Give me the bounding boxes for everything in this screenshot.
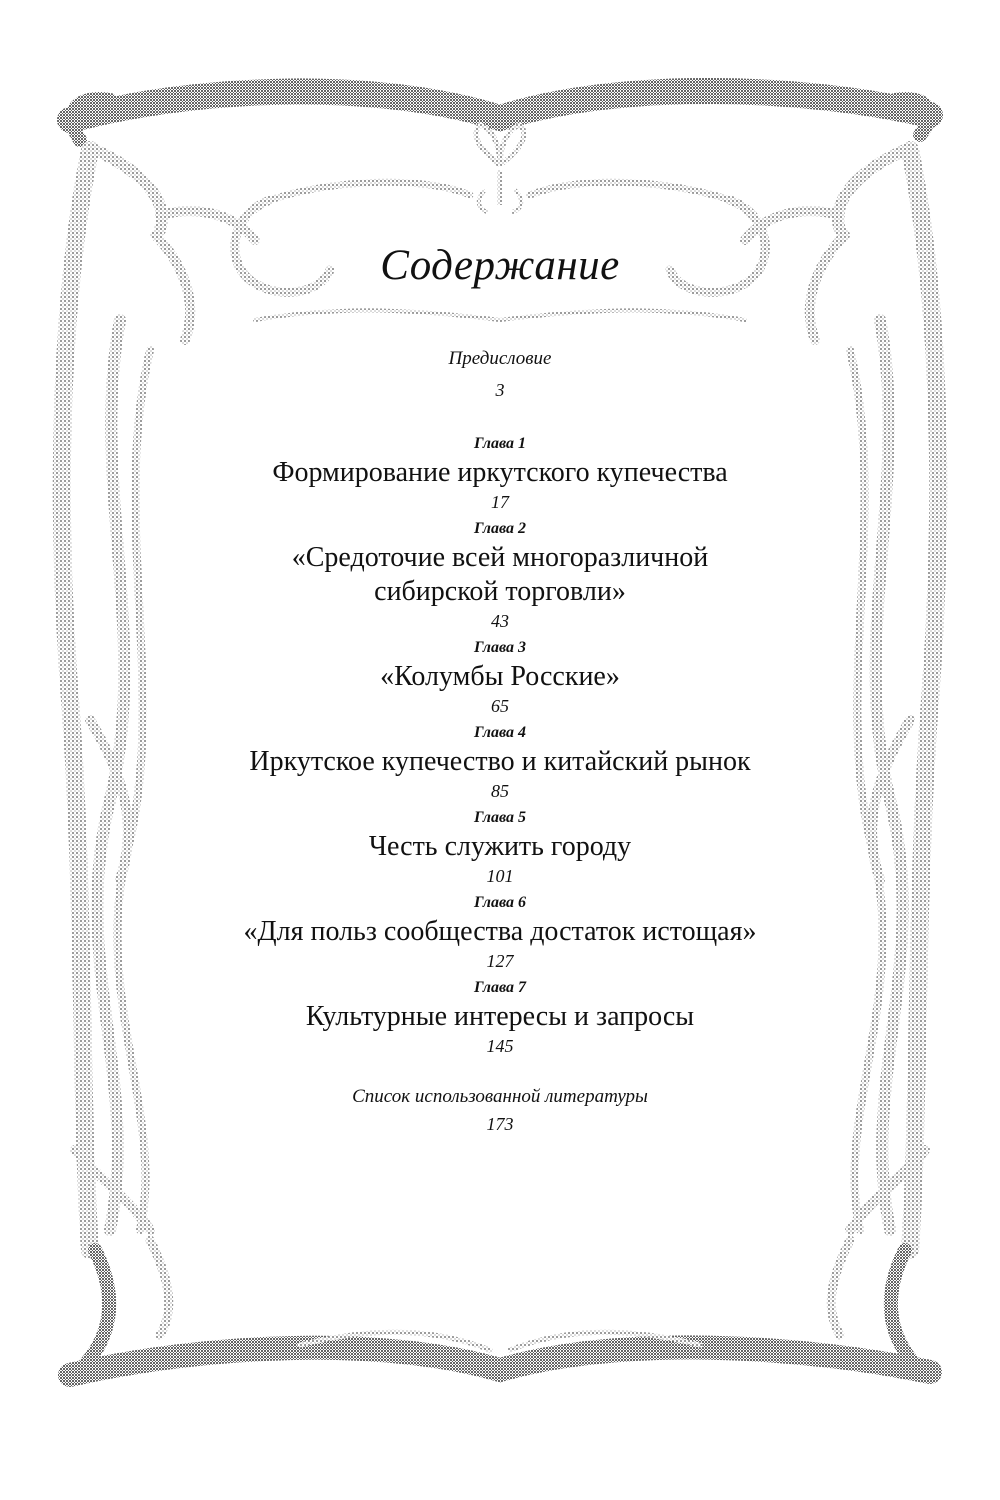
chapter-entry-4 [150,721,850,803]
chapter-label: Глава 7 [473,979,527,996]
chapter-label: Глава 6 [473,894,527,911]
chapter-label: Глава 5 [473,809,527,826]
chapter-title: Иркутское купечество и китайский рынок [249,746,751,777]
chapter-title: «Колумбы Росские» [380,661,620,692]
table-of-contents [150,230,850,1136]
chapter-label: Глава 4 [473,724,527,741]
chapter-page-number: 65 [491,696,509,716]
chapter-title-line-1: «Средоточие всей многоразличной [291,542,709,573]
chapter-page-number: 85 [491,781,509,801]
right-pillar-ornament [850,150,938,1250]
bibliography-label: Список использованной литературы [352,1086,648,1107]
chapter-title: «Для польз сообщества достаток истощая» [243,916,757,947]
chapter-title: Культурные интересы и запросы [305,1001,695,1032]
crest-ornament [476,125,524,212]
chapter-label: Глава 3 [473,639,527,656]
chapter-entry-2 [150,517,850,633]
chapter-entry-1 [150,432,850,514]
chapter-title: Честь служить городу [368,831,632,862]
preface-label: Предисловие [448,348,552,369]
chapter-label: Глава 2 [473,520,527,537]
chapter-entry-7 [150,976,850,1058]
bibliography-entry [150,1084,850,1136]
bottom-banner-ornament [70,1240,930,1375]
chapter-page-number: 43 [491,611,509,631]
left-pillar-ornament [62,150,150,1250]
chapter-page-number: 101 [486,866,514,886]
chapter-list [150,432,850,1058]
chapter-entry-5 [150,806,850,888]
chapter-entry-3 [150,636,850,718]
chapter-label: Глава 1 [473,435,527,452]
chapter-title: Формирование иркутского купечества [272,457,728,488]
chapter-entry-6 [150,891,850,973]
chapter-page-number: 127 [486,951,514,971]
bibliography-page-number: 173 [486,1114,514,1134]
preface-page-number: 3 [495,380,505,400]
chapter-page-number: 145 [486,1036,514,1056]
chapter-title-line-2: сибирской торговли» [374,576,626,607]
chapter-page-number: 17 [491,492,509,512]
page-title: Содержание [380,242,620,289]
